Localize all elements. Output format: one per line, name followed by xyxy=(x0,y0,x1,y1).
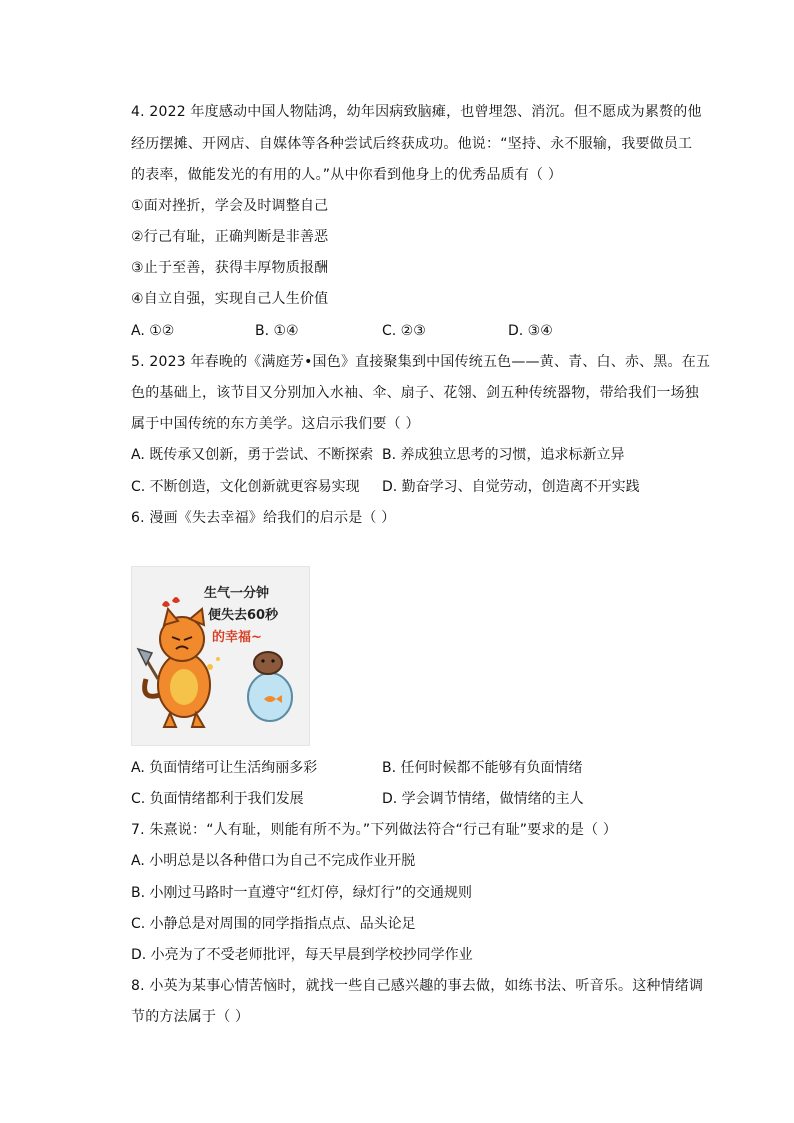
q4-stem-line1: 4. 2022 年度感动中国人物陆鸿，幼年因病致脑瘫，也曾埋怨、消沉。但不愿成为累赘的他 xyxy=(131,104,702,120)
q7-option-a[interactable]: A. 小明总是以各种借口为自己不完成作业开脱 xyxy=(131,853,416,869)
q6-option-b[interactable]: B. 任何时候都不能够有负面情绪 xyxy=(382,760,583,776)
q5-option-c[interactable]: C. 不断创造，文化创新就更容易实现 xyxy=(131,479,360,495)
q4-option-a[interactable]: A. ①② xyxy=(131,323,175,339)
q5-option-a[interactable]: A. 既传承又创新，勇于尝试、不断探索 xyxy=(131,447,374,463)
q7-option-c[interactable]: C. 小静总是对周围的同学指指点点、品头论足 xyxy=(131,916,416,932)
q7-option-b[interactable]: B. 小刚过马路时一直遵守“红灯停，绿灯行”的交通规则 xyxy=(131,885,473,901)
q6-option-c[interactable]: C. 负面情绪都利于我们发展 xyxy=(131,791,304,807)
q4-option-b[interactable]: B. ①④ xyxy=(255,323,299,339)
q5-stem-line1: 5. 2023 年春晚的《满庭芳•国色》直接聚集到中国传统五色——黄、青、白、赤、黑。在五 xyxy=(131,354,711,370)
q4-option-d[interactable]: D. ③④ xyxy=(508,323,553,339)
q5-stem-line2: 色的基础上，该节目又分别加入水袖、伞、扇子、花翎、剑五种传统器物，带给我们一场独 xyxy=(131,385,699,401)
q5-stem-line3: 属于中国传统的东方美学。这启示我们要（ ） xyxy=(131,416,420,432)
q8-stem-line2: 节的方法属于（ ） xyxy=(131,1009,250,1025)
q7-stem-line1: 7. 朱熹说：“人有耻，则能有所不为。”下列做法符合“行己有耻”要求的是（ ） xyxy=(131,822,618,838)
cartoon-image xyxy=(131,566,310,746)
q7-option-d[interactable]: D. 小亮为了不受老师批评，每天早晨到学校抄同学作业 xyxy=(131,947,473,963)
q4-item-1: ①面对挫折，学会及时调整自己 xyxy=(131,198,329,214)
q6-option-a[interactable]: A. 负面情绪可让生活绚丽多彩 xyxy=(131,760,318,776)
cartoon-caption-line3: 的幸福~ xyxy=(212,630,262,645)
q6-option-d[interactable]: D. 学会调节情绪，做情绪的主人 xyxy=(382,791,584,807)
q4-item-4: ④自立自强，实现自己人生价值 xyxy=(131,291,329,307)
q4-stem-line2: 经历摆摊、开网店、自媒体等各种尝试后终获成功。他说：“坚持、永不服输，我要做员工 xyxy=(131,136,693,152)
fishbowl-hamster-illustration xyxy=(248,652,292,721)
q4-item-3: ③止于至善，获得丰厚物质报酬 xyxy=(131,260,329,276)
q4-stem-line3: 的表率，做能发光的有用的人。”从中你看到他身上的优秀品质有（ ） xyxy=(131,167,563,183)
q4-option-c[interactable]: C. ②③ xyxy=(382,323,426,339)
q5-option-b[interactable]: B. 养成独立思考的习惯，追求标新立异 xyxy=(382,447,625,463)
cartoon-caption-line1: 生气一分钟 xyxy=(204,586,270,601)
q8-stem-line1: 8. 小英为某事心情苦恼时，就找一些自己感兴趣的事去做，如练书法、听音乐。这种情绪调 xyxy=(131,978,704,994)
q4-item-2: ②行己有耻，正确判断是非善恶 xyxy=(131,229,329,245)
q6-stem-line1: 6. 漫画《失去幸福》给我们的启示是（ ） xyxy=(131,510,396,526)
cartoon-caption-line2: 便失去60秒 xyxy=(208,608,279,623)
angry-cat-illustration xyxy=(138,609,220,727)
q5-option-d[interactable]: D. 勤奋学习、自觉劳动，创造离不开实践 xyxy=(382,479,640,495)
